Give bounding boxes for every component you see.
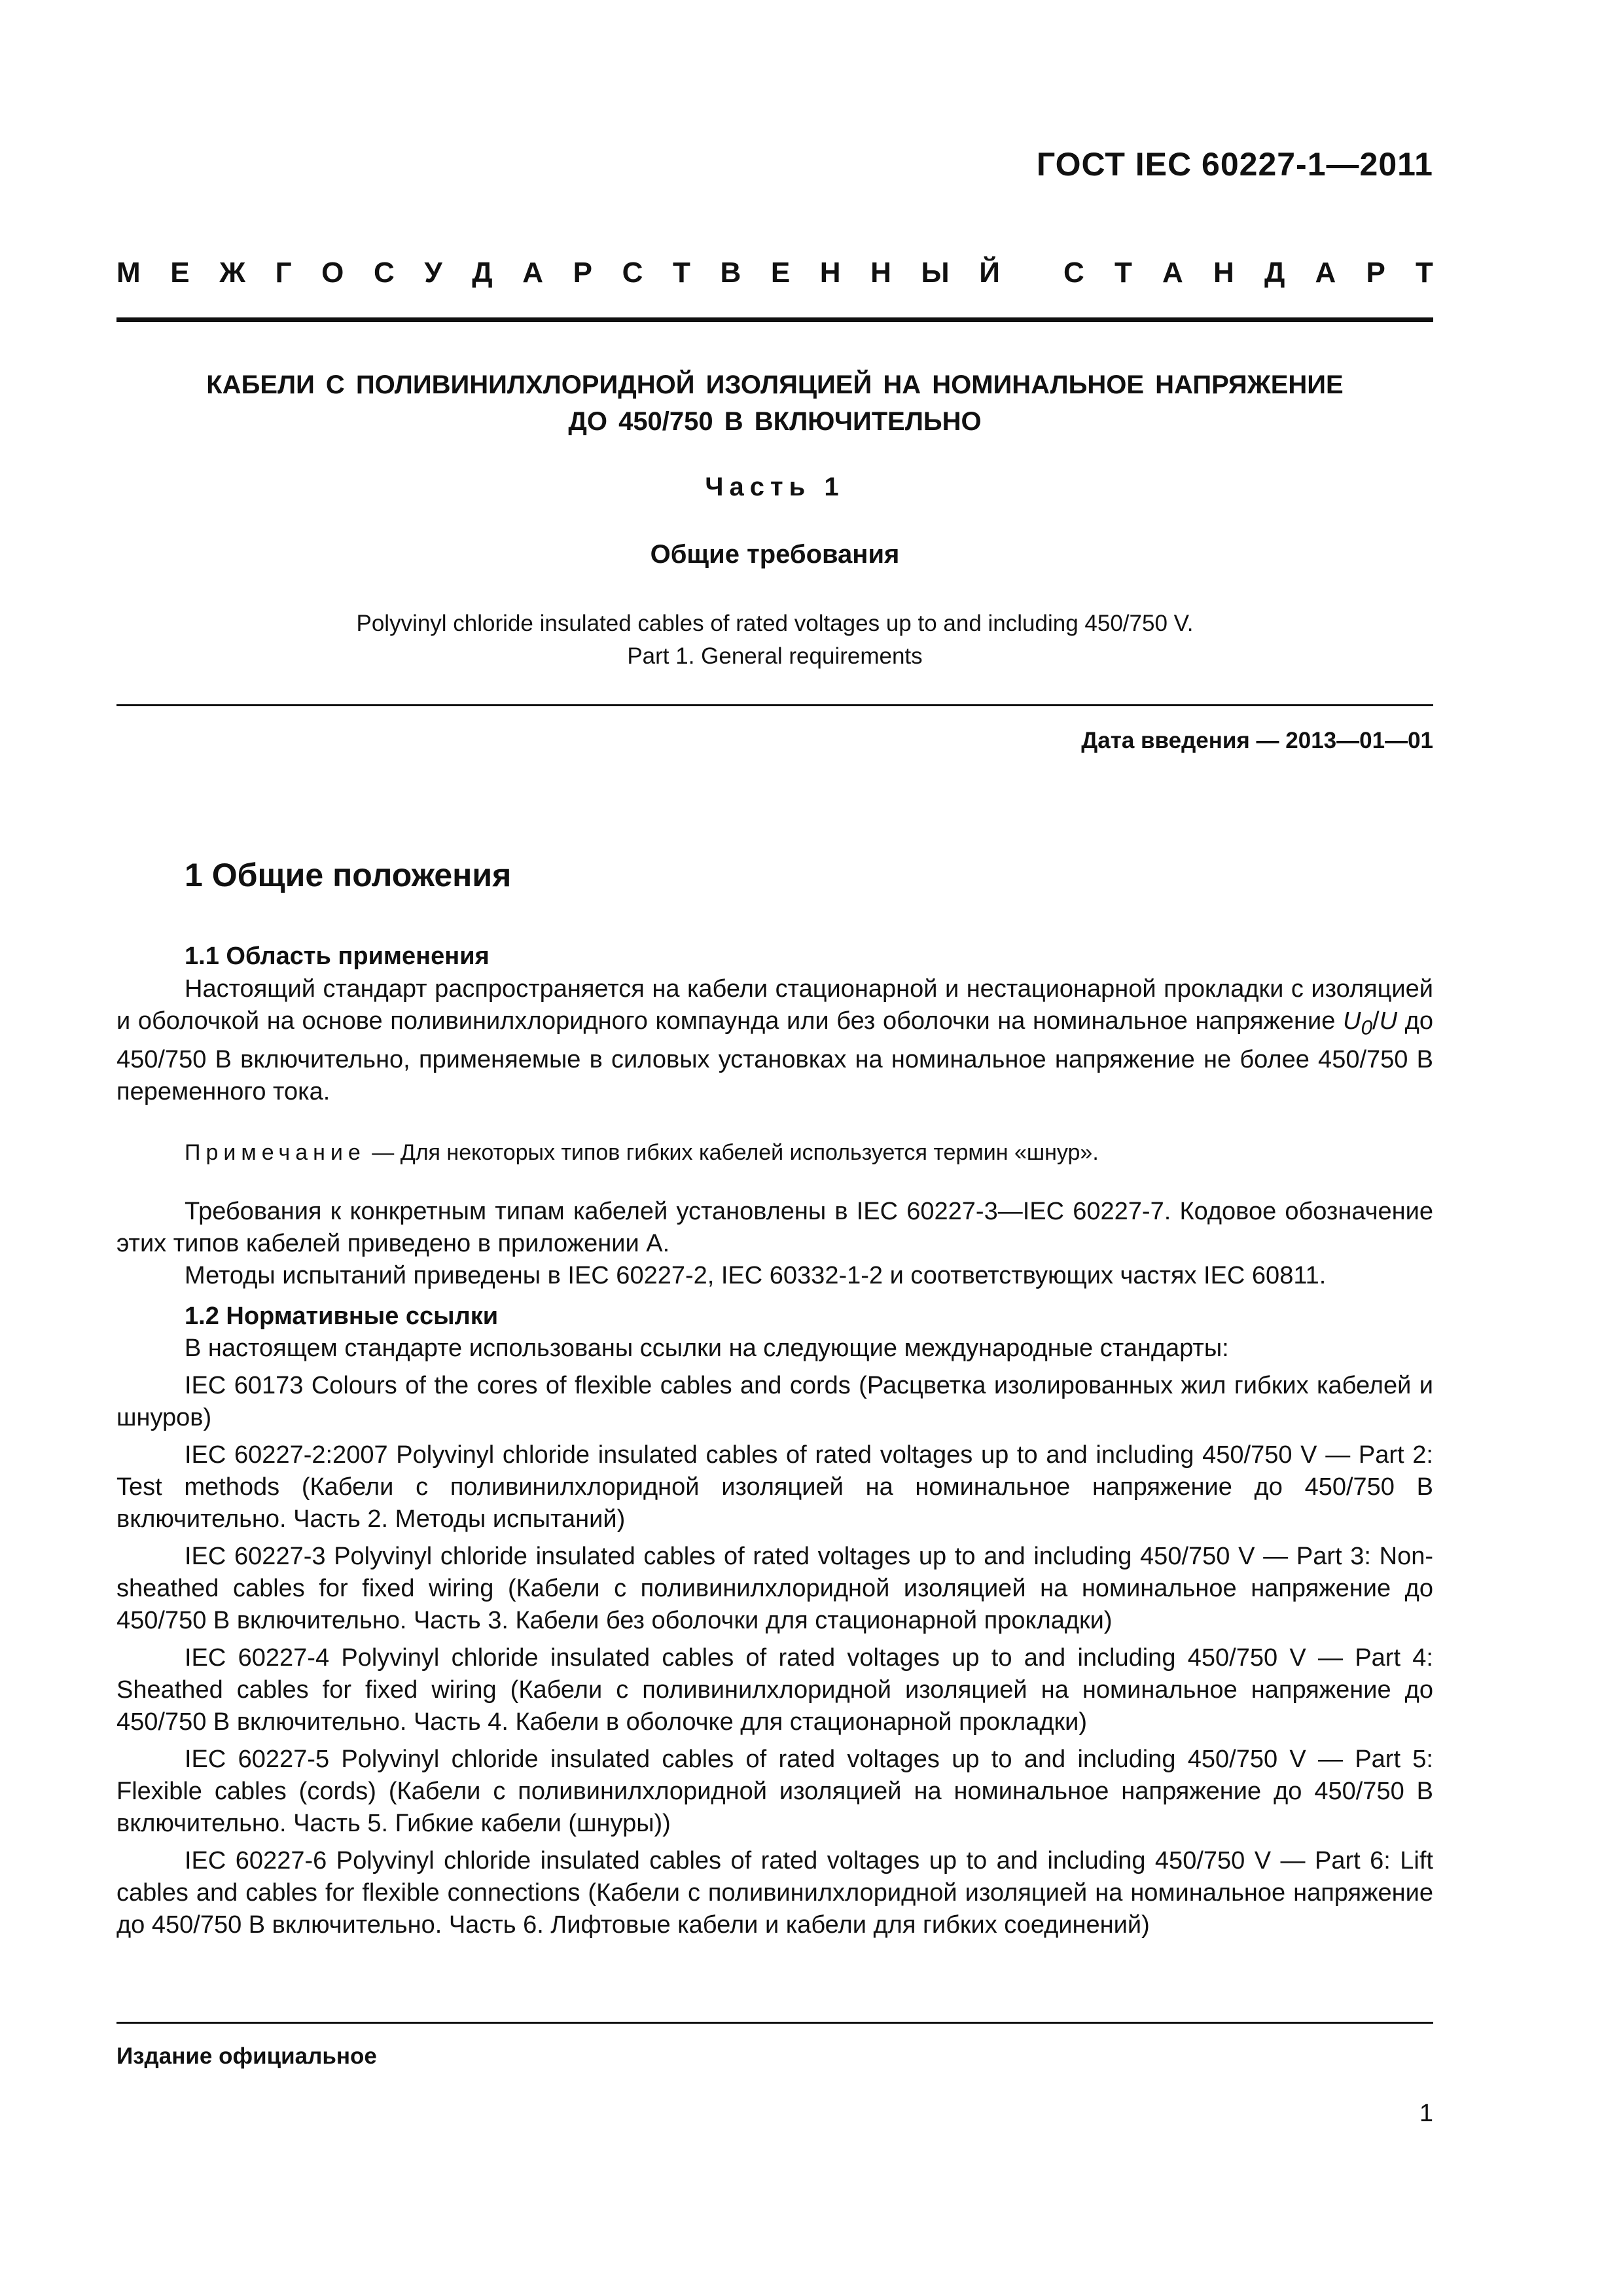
voltage-letter: U (1342, 1007, 1361, 1035)
banner-letter: Й (979, 257, 1000, 289)
footer-divider (116, 2022, 1433, 2024)
voltage-symbol-u0 (1342, 1007, 1373, 1039)
page-number: 1 (1419, 2100, 1433, 2127)
scope-paragraph (116, 973, 1433, 1108)
methods-paragraph: Методы испытаний приведены в IEC 60227-2, IEC 60332-1-2 и соответствующих частях IEC 60811. (185, 1262, 1327, 1289)
reference-item: IEC 60227-4 Polyvinyl chloride insulated cables of rated voltages up to and including 450/750 V — Part 4: Sheathed cables for fixed wiring (Кабели с поливинилхлоридной изоляцией на номинальное напряжение до 450/750 В включительно. Часть 4. Кабели в оболочке для стационарной прокладки) (116, 1644, 1433, 1736)
banner-letter: Т (1416, 257, 1433, 289)
banner-letter: А (1315, 257, 1336, 289)
banner-word-standard (1063, 257, 1433, 289)
banner-letter: Е (170, 257, 190, 289)
banner-letter: Д (472, 257, 493, 289)
subsection-heading-references: 1.2 Нормативные ссылки (185, 1302, 499, 1330)
voltage-slash: / (1372, 1007, 1380, 1035)
voltage-symbol-u: U (1379, 1007, 1398, 1035)
banner-letter: А (522, 257, 544, 289)
reference-item: IEC 60227-3 Polyvinyl chloride insulated cables of rated voltages up to and including 450/750 V — Part 3: Non-sheathed cables for fixed wiring (Кабели с поливинилхлоридной изоляцией на номинальное напряжение до 450/750 В включительно. Часть 3. Кабели без оболочки для стационарной прокладки) (116, 1543, 1433, 1634)
banner-letter: Е (770, 257, 791, 289)
banner-letter: Т (1114, 257, 1132, 289)
banner-letter: С (622, 257, 643, 289)
note-label: Примечание (185, 1140, 366, 1165)
banner-letter: Т (672, 257, 690, 289)
title-divider (116, 704, 1433, 706)
note-block (116, 1137, 1433, 1169)
english-title (116, 607, 1433, 673)
references-intro: В настоящем стандарте использованы ссылки на следующие международные стандарты: (185, 1335, 1229, 1362)
banner-letter: Ж (219, 257, 245, 289)
header-divider (116, 317, 1433, 322)
references-block (116, 1333, 1433, 1946)
types-paragraph: Требования к конкретным типам кабелей установлены в IEC 60227-3—IEC 60227-7. Кодовое обозначение этих типов кабелей приведено в приложении А. (116, 1198, 1433, 1257)
banner-letter: Г (275, 257, 292, 289)
introduction-date: Дата введения — 2013—01—01 (1081, 728, 1433, 753)
document-subtitle: Общие требования (650, 540, 900, 569)
official-edition-label: Издание официальное (116, 2043, 377, 2069)
note-paragraph (116, 1137, 1433, 1169)
scope-text-end: до 450/750 В включительно, применяемые в силовых установках на номинальное напряжение не более 450/750 В переменного тока. (116, 1007, 1433, 1105)
document-title (116, 367, 1433, 440)
scope-paragraph-block (116, 973, 1433, 1108)
banner-letter: Н (870, 257, 891, 289)
banner-letter: М (116, 257, 141, 289)
reference-item: IEC 60227-2:2007 Polyvinyl chloride insulated cables of rated voltages up to and including 450/750 V — Part 2: Test methods (Кабели с поливинилхлоридной изоляцией на номинальное напряжение до 450/750 В включительно. Часть 2. Методы испытаний) (116, 1441, 1433, 1533)
title-line-1: КАБЕЛИ С ПОЛИВИНИЛХЛОРИДНОЙ ИЗОЛЯЦИЕЙ НА НОМИНАЛЬНОЕ НАПРЯЖЕНИЕ (206, 370, 1344, 399)
reference-item: IEC 60227-5 Polyvinyl chloride insulated cables of rated voltages up to and including 450/750 V — Part 5: Flexible cables (cords) (Кабели с поливинилхлоридной изоляцией на номинальное напряжение до 450/750 В включительно. Часть 5. Гибкие кабели (шнуры)) (116, 1746, 1433, 1837)
types-methods-block (116, 1196, 1433, 1292)
banner-letter: Н (819, 257, 841, 289)
note-text: — Для некоторых типов гибких кабелей используется термин «шнур». (365, 1140, 1099, 1165)
banner-letter: Р (1366, 257, 1385, 289)
standard-code: ГОСТ IEC 60227-1—2011 (1036, 146, 1433, 183)
banner-letter: Н (1213, 257, 1234, 289)
reference-item: IEC 60227-6 Polyvinyl chloride insulated cables of rated voltages up to and including 450/750 V — Part 6: Lift cables and cables for flexible connections (Кабели с поливинилхлоридной изоляцией на номинальное напряжение до 450/750 В включительно. Часть 6. Лифтовые кабели и кабели для гибких соединений) (116, 1847, 1433, 1939)
banner-letter: Ы (921, 257, 950, 289)
reference-item: IEC 60173 Colours of the cores of flexible cables and cords (Расцветка изолированных жил гибких кабелей и шнуров) (116, 1372, 1433, 1431)
banner-letter: С (1063, 257, 1084, 289)
part-label: Часть 1 (705, 473, 845, 501)
banner-letter: У (424, 257, 442, 289)
interstate-standard-banner (116, 257, 1433, 289)
scope-text-start: Настоящий стандарт распространяется на кабели стационарной и нестационарной прокладки с изоляцией и оболочкой на основе поливинилхлоридного компаунда или без оболочки на номинальное напряжение (116, 975, 1433, 1035)
english-title-line-2: Part 1. General requirements (627, 643, 923, 669)
banner-word-interstate (116, 257, 1000, 289)
section-heading: 1 Общие положения (185, 857, 512, 893)
banner-letter: Р (573, 257, 592, 289)
voltage-subscript: 0 (1361, 1015, 1373, 1039)
subsection-heading-scope: 1.1 Область применения (185, 942, 490, 970)
english-title-line-1: Polyvinyl chloride insulated cables of rated voltages up to and including 450/750 V. (356, 611, 1194, 636)
banner-letter: О (321, 257, 344, 289)
banner-letter: Д (1264, 257, 1285, 289)
banner-letter: А (1162, 257, 1183, 289)
banner-letter: В (720, 257, 741, 289)
title-line-2: ДО 450/750 В ВКЛЮЧИТЕЛЬНО (568, 407, 982, 436)
banner-letter: С (373, 257, 395, 289)
